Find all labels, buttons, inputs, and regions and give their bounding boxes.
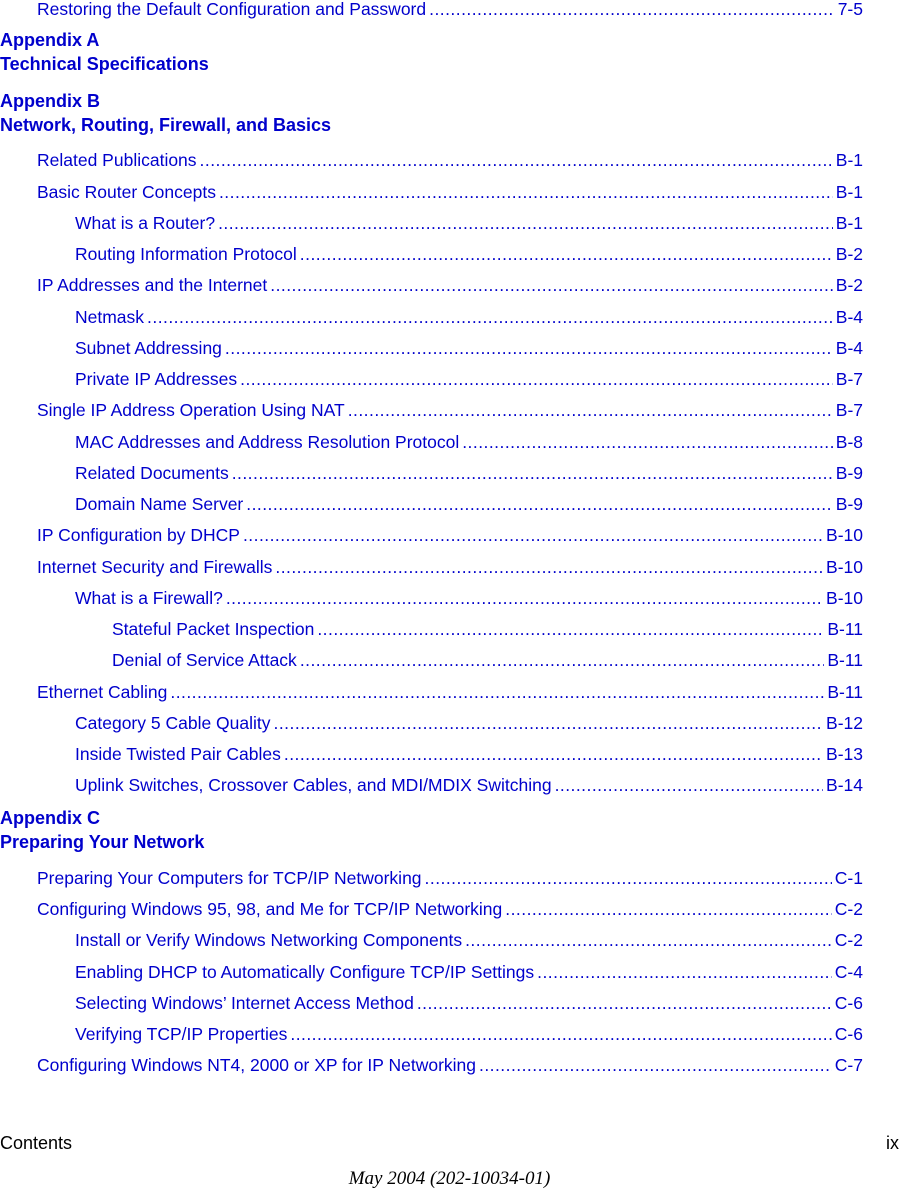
toc-entry-page: B-9 (835, 494, 863, 514)
toc-entry-title: Stateful Packet Inspection (112, 619, 315, 639)
toc-entry-page: C-4 (834, 962, 863, 982)
toc-entry[interactable] (75, 928, 863, 952)
toc-entry[interactable] (37, 523, 863, 547)
toc-entry-page: B-4 (835, 307, 863, 327)
toc-leader (200, 148, 833, 172)
toc-entry-page: C-6 (834, 1024, 863, 1044)
appendix-b-heading[interactable] (0, 89, 331, 137)
toc-entry-page: B-2 (835, 275, 863, 295)
toc-entry-title: Netmask (75, 307, 145, 327)
toc-entry-page: B-11 (827, 650, 863, 670)
toc-entry-title: Verifying TCP/IP Properties (75, 1024, 288, 1044)
toc-entry[interactable] (75, 991, 863, 1015)
toc-entry-title: Install or Verify Windows Networking Components (75, 930, 463, 950)
toc-leader (170, 680, 824, 704)
toc-entry-page: B-12 (826, 713, 863, 733)
toc-entry-title: Category 5 Cable Quality (75, 713, 271, 733)
toc-entry-title: Single IP Address Operation Using NAT (37, 400, 345, 420)
toc-entry[interactable] (37, 680, 863, 704)
toc-leader (218, 211, 833, 235)
toc-entry-page: B-9 (835, 463, 863, 483)
toc-entry-page: B-11 (827, 682, 863, 702)
appendix-c-heading[interactable] (0, 806, 204, 854)
toc-entry-title: IP Configuration by DHCP (37, 525, 240, 545)
toc-entry-page: 7-5 (837, 0, 863, 19)
toc-entry[interactable] (75, 773, 863, 797)
toc-entry[interactable] (75, 461, 863, 485)
toc-entry-title: Restoring the Default Configuration and Password (37, 0, 427, 19)
toc-leader (429, 0, 835, 21)
toc-entry-page: C-7 (834, 1055, 863, 1075)
toc-entry-page: C-2 (834, 899, 863, 919)
toc-entry[interactable] (75, 305, 863, 329)
toc-entry-title: Uplink Switches, Crossover Cables, and MDI/MDIX Switching (75, 775, 552, 795)
toc-leader (300, 242, 833, 266)
toc-entry[interactable] (37, 555, 863, 579)
toc-leader (246, 492, 833, 516)
toc-entry[interactable] (75, 430, 863, 454)
toc-leader (219, 180, 833, 204)
toc-entry[interactable] (75, 367, 863, 391)
toc-entry[interactable] (37, 148, 863, 172)
toc-entry-page: C-6 (834, 993, 863, 1013)
toc-entry[interactable] (37, 897, 863, 921)
footer-section-name: Contents (0, 1133, 73, 1153)
toc-entry-title: Internet Security and Firewalls (37, 557, 273, 577)
footer-date: May 2004 (202-10034-01) (348, 1168, 551, 1189)
appendix-label: Appendix C (0, 808, 101, 828)
toc-entry-title: Inside Twisted Pair Cables (75, 744, 281, 764)
toc-entry-page: B-7 (835, 369, 863, 389)
toc-leader (462, 430, 833, 454)
toc-entry-page: B-11 (827, 619, 863, 639)
toc-leader (348, 398, 833, 422)
toc-entry[interactable] (75, 1022, 863, 1046)
appendix-title: Network, Routing, Firewall, and Basics (0, 115, 332, 135)
toc-entry[interactable] (75, 336, 863, 360)
toc-entry-page: B-7 (835, 400, 863, 420)
toc-leader (284, 742, 823, 766)
toc-entry-title: What is a Firewall? (75, 588, 223, 608)
toc-entry[interactable] (37, 398, 863, 422)
toc-leader (300, 648, 825, 672)
toc-entry-title: MAC Addresses and Address Resolution Protocol (75, 432, 460, 452)
toc-entry-title: Preparing Your Computers for TCP/IP Networking (37, 868, 422, 888)
toc-leader (417, 991, 832, 1015)
toc-entry-page: C-1 (834, 868, 863, 888)
toc-entry-page: B-1 (835, 213, 863, 233)
toc-entry[interactable] (75, 211, 863, 235)
toc-entry-page: B-1 (835, 182, 863, 202)
toc-leader (225, 336, 833, 360)
toc-entry[interactable] (75, 711, 863, 735)
toc-leader (465, 928, 832, 952)
toc-entry-title: IP Addresses and the Internet (37, 275, 268, 295)
toc-entry-title: Configuring Windows NT4, 2000 or XP for IP Networking (37, 1055, 477, 1075)
toc-leader (270, 273, 833, 297)
toc-entry-page: C-2 (834, 930, 863, 950)
toc-entry-page: B-14 (826, 775, 863, 795)
toc-entry[interactable] (75, 960, 863, 984)
toc-entry[interactable] (112, 617, 863, 641)
toc-entry-title: Related Documents (75, 463, 229, 483)
toc-leader (505, 897, 832, 921)
toc-leader (274, 711, 824, 735)
toc-entry-page: B-4 (835, 338, 863, 358)
toc-entry[interactable] (37, 866, 863, 890)
toc-entry-page: B-8 (835, 432, 863, 452)
toc-leader (147, 305, 833, 329)
toc-entry-title: What is a Router? (75, 213, 216, 233)
toc-leader (232, 461, 833, 485)
toc-entry[interactable] (75, 492, 863, 516)
toc-entry-title: Selecting Windows’ Internet Access Method (75, 993, 414, 1013)
toc-entry-title: Basic Router Concepts (37, 182, 216, 202)
appendix-a-heading[interactable] (0, 28, 209, 76)
toc-leader (479, 1053, 832, 1077)
toc-leader (243, 523, 823, 547)
toc-leader (290, 1022, 831, 1046)
toc-leader (275, 555, 823, 579)
appendix-label: Appendix A (0, 30, 100, 50)
toc-entry-title: Subnet Addressing (75, 338, 222, 358)
toc-entry-title: Related Publications (37, 150, 197, 170)
toc-entry-page: B-13 (826, 744, 863, 764)
toc-leader (425, 866, 832, 890)
toc-entry-page: B-10 (826, 525, 863, 545)
appendix-title: Technical Specifications (0, 54, 209, 74)
toc-leader (240, 367, 833, 391)
toc-entry-title: Enabling DHCP to Automatically Configure TCP/IP Settings (75, 962, 535, 982)
toc-entry[interactable] (75, 742, 863, 766)
toc-entry[interactable] (37, 273, 863, 297)
toc-entry-title: Routing Information Protocol (75, 244, 297, 264)
toc-leader (537, 960, 832, 984)
toc-entry-title: Domain Name Server (75, 494, 244, 514)
toc-entry-title: Private IP Addresses (75, 369, 238, 389)
toc-leader (317, 617, 824, 641)
toc-entry[interactable] (37, 180, 863, 204)
toc-entry[interactable] (75, 586, 863, 610)
footer-page-number: ix (886, 1133, 899, 1153)
toc-entry-title: Configuring Windows 95, 98, and Me for TCP/IP Networking (37, 899, 503, 919)
toc-entry[interactable] (112, 648, 863, 672)
toc-leader (226, 586, 823, 610)
toc-leader (555, 773, 823, 797)
toc-entry-page: B-10 (826, 557, 863, 577)
toc-entry-page: B-10 (826, 588, 863, 608)
toc-entry-page: B-1 (835, 150, 863, 170)
toc-entry[interactable] (75, 242, 863, 266)
toc-entry-title: Ethernet Cabling (37, 682, 168, 702)
appendix-label: Appendix B (0, 91, 101, 111)
toc-entry[interactable] (37, 1053, 863, 1077)
toc-entry-title: Denial of Service Attack (112, 650, 297, 670)
appendix-title: Preparing Your Network (0, 832, 205, 852)
toc-entry[interactable] (37, 0, 863, 21)
toc-entry-page: B-2 (835, 244, 863, 264)
